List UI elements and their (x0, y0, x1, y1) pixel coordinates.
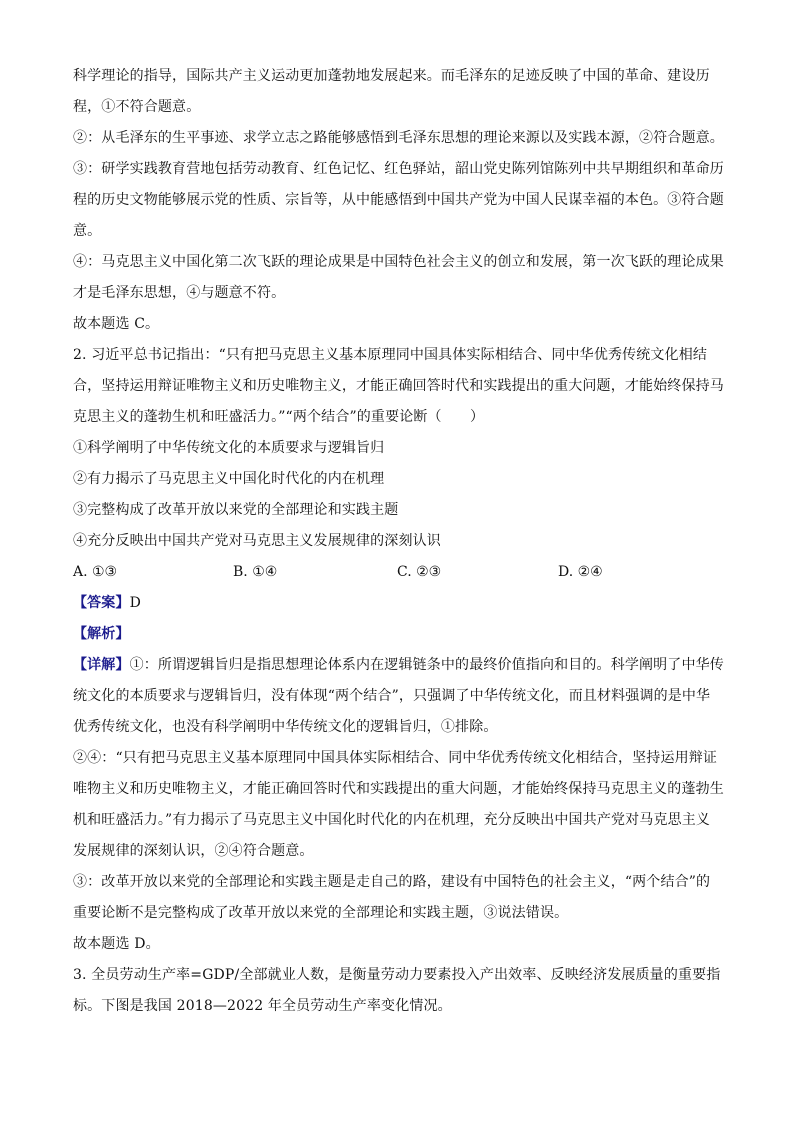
explanation-line: 统文化的本质要求与逻辑旨归，没有体现“两个结合”，只强调了中华传统文化，而且材料强调的是中华 (73, 688, 711, 704)
statement-item: ①科学阐明了中华传统文化的本质要求与逻辑旨归 (73, 440, 385, 456)
text-line: 意。 (73, 223, 102, 239)
answer-value: D (129, 595, 141, 611)
analysis-tag: 【解析】 (73, 626, 130, 642)
question-stem-line: 标。下图是我国 2018—2022 年全员劳动生产率变化情况。 (73, 998, 452, 1014)
explanation-line: ③：改革开放以来党的全部理论和实践主题是走自己的路，建设有中国特色的社会主义，“两个结合”的 (73, 874, 711, 890)
option-a: A. ①③ (73, 564, 118, 580)
explanation-line: 重要论断不是完整构成了改革开放以来党的全部理论和实践主题，③说法错误。 (73, 905, 569, 921)
explanation-line: 机和旺盛活力。”有力揭示了马克思主义中国化时代化的内在机理，充分反映出中国共产党对马克思主义 (73, 812, 711, 828)
question-stem-line: 2. 习近平总书记指出：“只有把马克思主义基本原理同中国具体实际相结合、同中华优秀传统文化相结 (73, 347, 708, 363)
explanation-line: 发展规律的深刻认识，②④符合题意。 (73, 843, 314, 859)
question-stem-line: 合，坚持运用辩证唯物主义和历史唯物主义，才能正确回答时代和实践提出的重大问题，才能始终保持马 (73, 378, 724, 394)
answer-conclusion: 故本题选 D。 (73, 936, 160, 952)
text-line: 科学理论的指导，国际共产主义运动更加蓬勃地发展起来。而毛泽东的足迹反映了中国的革命、建设历 (73, 68, 710, 84)
analysis-line (73, 624, 733, 644)
explanation-line: 优秀传统文化，也没有科学阐明中华传统文化的逻辑旨归，①排除。 (73, 719, 498, 735)
text-line: ②：从毛泽东的生平事迹、求学立志之路能够感悟到毛泽东思想的理论来源以及实践本源，②符合题意。 (73, 130, 724, 146)
text-line: 程，①不符合题意。 (73, 99, 201, 115)
explanation-line: 【详解】①：所谓逻辑旨归是指思想理论体系内在逻辑链条中的最终价值指向和目的。科学阐明了中华传 (73, 657, 724, 673)
question-stem-line: 克思主义的蓬勃生机和旺盛活力。”“两个结合”的重要论断（ ） (73, 409, 485, 425)
statement-item: ②有力揭示了马克思主义中国化时代化的内在机理 (73, 471, 385, 487)
statement-item: ③完整构成了改革开放以来党的全部理论和实践主题 (73, 502, 399, 518)
answer-line (73, 593, 733, 613)
explanation-line: ②④：“只有把马克思主义基本原理同中国具体实际相结合、同中华优秀传统文化相结合，坚持运用辩证 (73, 750, 718, 766)
option-b: B. ①④ (233, 564, 278, 580)
text-line: ③：研学实践教育营地包括劳动教育、红色记忆、红色驿站，韶山党史陈列馆陈列中共早期组织和革命历 (73, 161, 724, 177)
text-line: 才是毛泽东思想，④与题意不符。 (73, 285, 286, 301)
text-line: ④：马克思主义中国化第二次飞跃的理论成果是中国特色社会主义的创立和发展，第一次飞跃的理论成果 (73, 254, 724, 270)
answer-tag: 【答案】 (73, 595, 130, 611)
question-stem-line: 3. 全员劳动生产率=GDP/全部就业人数，是衡量劳动力要素投入产出效率、反映经济发展质量的重要指 (73, 967, 721, 983)
statement-item: ④充分反映出中国共产党对马克思主义发展规律的深刻认识 (73, 533, 441, 549)
option-d: D. ②④ (558, 564, 603, 580)
answer-conclusion: 故本题选 C。 (73, 316, 160, 332)
explanation-line: 唯物主义和历史唯物主义，才能正确回答时代和实践提出的重大问题，才能始终保持马克思主义的蓬勃生 (73, 781, 724, 797)
option-c: C. ②③ (397, 564, 442, 580)
detail-tag: 【详解】 (73, 657, 130, 673)
text-line: 程的历史文物能够展示党的性质、宗旨等，从中能感悟到中国共产党为中国人民谋幸福的本色。③符合题 (73, 192, 724, 208)
